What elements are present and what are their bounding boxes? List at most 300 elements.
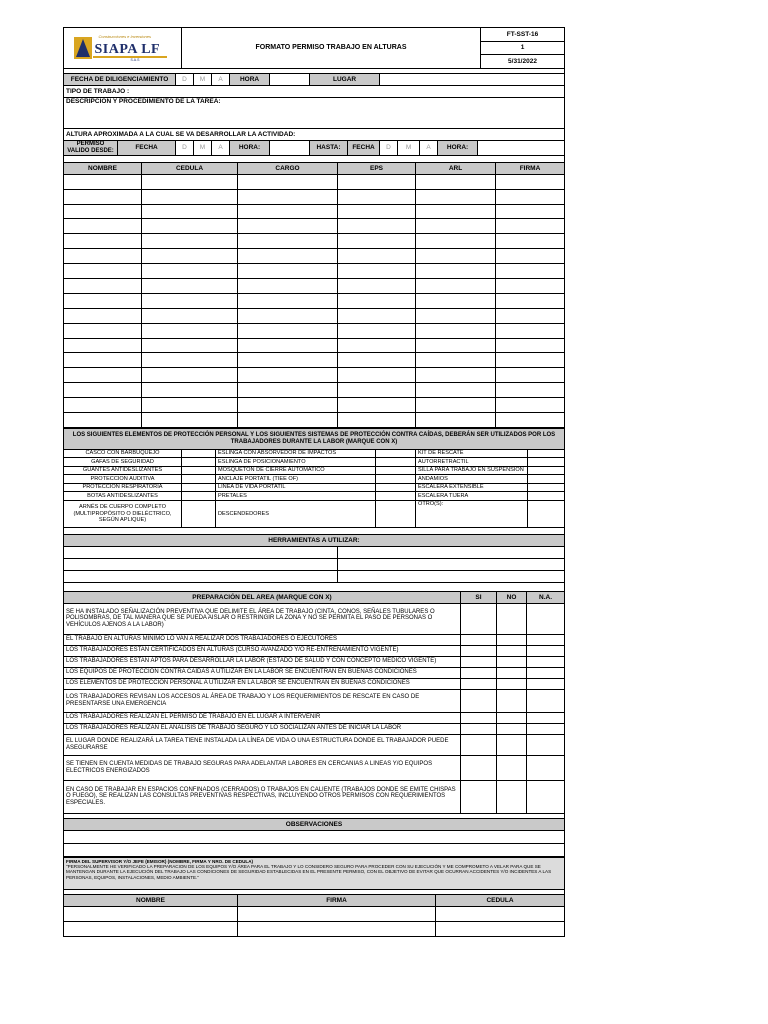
worker-cell[interactable] [338,293,416,308]
protection-item-checkbox[interactable] [182,458,216,467]
hasta-a-field[interactable]: A [420,141,438,156]
worker-cell[interactable] [142,189,238,204]
worker-cell[interactable] [496,338,565,353]
preparation-row [64,712,565,723]
preparation-na-checkbox[interactable] [527,712,565,723]
preparation-si-checkbox[interactable] [461,734,497,755]
protection-item-label: SILLA PARA TRABAJO EN SUSPENSION [416,466,528,475]
worker-cell[interactable] [496,398,565,413]
worker-cell[interactable] [238,383,338,398]
protection-item-label: ESLINGA CON ABSORVEDOR DE IMPACTOS [216,449,376,458]
worker-row [64,264,565,279]
protection-item-label: ANCLAJE PORTATIL (TIEE OF) [216,475,376,484]
hasta-hora-label: HORA: [438,141,478,156]
worker-cell[interactable] [142,174,238,189]
preparation-row [64,656,565,667]
worker-cell[interactable] [338,204,416,219]
protection-item-label: AUTORRETRACTIL [416,458,528,467]
preparation-si-checkbox[interactable] [461,645,497,656]
desde-d-field[interactable]: D [176,141,194,156]
protection-item-checkbox[interactable] [182,475,216,484]
worker-cell[interactable] [338,279,416,294]
worker-cell[interactable] [64,308,142,323]
preparation-no-checkbox[interactable] [497,755,527,780]
sup-cedula-field[interactable] [436,921,565,936]
worker-rows [64,174,565,427]
preparation-heading: PREPARACIÓN DEL AREA (MARQUE CON X) [64,591,461,603]
worker-cell[interactable] [238,249,338,264]
worker-row [64,398,565,413]
worker-cell[interactable] [142,279,238,294]
protection-item-checkbox[interactable] [528,449,565,458]
protection-table [63,428,565,528]
hasta-hora-field[interactable] [478,141,565,156]
preparation-no-checkbox[interactable] [497,603,527,634]
worker-row [64,353,565,368]
preparation-si-checkbox[interactable] [461,667,497,678]
hasta-d-field[interactable]: D [380,141,398,156]
worker-cell[interactable] [496,383,565,398]
sup-firma-field[interactable] [238,921,436,936]
preparation-si-checkbox[interactable] [461,780,497,813]
worker-cell[interactable] [238,279,338,294]
tool-field[interactable] [64,558,338,570]
desde-fecha-label: FECHA [118,141,176,156]
fecha-diligenciamiento-label: FECHA DE DILIGENCIAMIENTO [64,74,176,86]
preparation-na-checkbox[interactable] [527,634,565,645]
sup-col-firma: FIRMA [238,894,436,906]
preparation-no-checkbox[interactable] [497,678,527,689]
worker-cell[interactable] [338,249,416,264]
protection-item-checkbox[interactable] [528,492,565,501]
hora-field[interactable] [270,74,310,86]
worker-cell[interactable] [64,413,142,428]
preparation-no-checkbox[interactable] [497,734,527,755]
worker-cell[interactable] [416,279,496,294]
protection-row [64,458,565,467]
altura-field[interactable]: ALTURA APROXIMADA A LA CUAL SE VA DESARROLLAR LA ACTIVIDAD: [64,129,565,141]
observaciones-heading: OBSERVACIONES [64,818,565,830]
col-na: N.A. [527,591,565,603]
preparation-row [64,780,565,813]
preparation-si-checkbox[interactable] [461,656,497,667]
tipo-trabajo-field[interactable]: TIPO DE TRABAJO : [64,86,565,98]
worker-cell[interactable] [64,174,142,189]
protection-row [64,475,565,484]
info-table [63,73,565,156]
worker-cell[interactable] [142,204,238,219]
worker-cell[interactable] [142,383,238,398]
protection-item-label: GUANTES ANTIDESLIZANTES [64,466,182,475]
worker-cell[interactable] [416,293,496,308]
preparation-na-checkbox[interactable] [527,656,565,667]
worker-cell[interactable] [338,219,416,234]
form-header [63,27,565,69]
preparation-question: LOS TRABAJADORES ESTAN APTOS PARA DESARROLLAR LA LABOR (ESTADO DE SALUD Y CON CONCEPTO MEDICO VIGENTE) [64,656,461,667]
preparation-no-checkbox[interactable] [497,723,527,734]
col-firma: FIRMA [496,162,565,174]
worker-cell[interactable] [338,174,416,189]
preparation-question: LOS TRABAJADORES REVISAN LOS ACCESOS AL ÁREA DE TRABAJO Y LOS REQUERIMIENTOS DE RESCATE EN CASO DE PRESENTARSE UNA EMERGENCIA [64,689,461,712]
worker-cell[interactable] [496,413,565,428]
worker-cell[interactable] [64,368,142,383]
worker-cell[interactable] [338,383,416,398]
observaciones-field[interactable] [64,843,565,856]
worker-cell[interactable] [496,249,565,264]
sup-col-cedula: CEDULA [436,894,565,906]
protection-item-checkbox[interactable] [528,475,565,484]
protection-row [64,500,565,527]
worker-cell[interactable] [142,219,238,234]
worker-cell[interactable] [238,323,338,338]
worker-cell[interactable] [338,398,416,413]
permit-form [63,27,565,937]
tool-field[interactable] [338,546,565,558]
worker-cell[interactable] [64,353,142,368]
preparation-row [64,723,565,734]
logo-subtext: Construcciones e Inversiones [98,34,151,39]
worker-cell[interactable] [238,413,338,428]
preparation-na-checkbox[interactable] [527,723,565,734]
preparation-na-checkbox[interactable] [527,755,565,780]
preparation-si-checkbox[interactable] [461,755,497,780]
preparation-no-checkbox[interactable] [497,656,527,667]
protection-item-label: ARNÉS DE CUERPO COMPLETO (MULTIPROPÓSITO O DIELÉCTRICO, SEGÚN APLIQUE) [64,500,182,527]
protection-row [64,483,565,492]
protection-item-checkbox[interactable] [182,483,216,492]
worker-cell[interactable] [338,264,416,279]
worker-cell[interactable] [338,308,416,323]
worker-cell[interactable] [64,279,142,294]
worker-cell[interactable] [416,338,496,353]
supervisor-block [64,857,565,889]
worker-cell[interactable] [142,368,238,383]
col-si: SI [461,591,497,603]
protection-item-label: ESCALERA TIJERA [416,492,528,501]
protection-item-label: PRETALES [216,492,376,501]
preparation-na-checkbox[interactable] [527,603,565,634]
worker-cell[interactable] [238,368,338,383]
preparation-row [64,734,565,755]
preparation-no-checkbox[interactable] [497,634,527,645]
worker-cell[interactable] [64,323,142,338]
supervisor-statement: "PERSONALMENTE HE VERIFICADO LA PREPARACION DE LOS EQUIPOS Y/O ÁREA PARA EL TRABAJO Y LO CONSIDERO SEGURO PARA PROCEDER CON SU EJECUCIÓN Y ME COMPROMETO A VELAR PARA QUE SE MANTENGAN DURANTE LA EJECUCIÓN DEL TRABAJO LAS CONDICIONES DE SEGURIDAD ESTABLECIDAS EN EL PRESENTE PERMISO, CON EL OBJETIVO DE EVITAR QUE OCURRAN ACCIDENTES Y/O INCIDENTES A LAS PERSONAS, EQUIPOS, INSTALACIONES, MEDIO AMBIENTE." [66,864,552,880]
worker-cell[interactable] [238,174,338,189]
preparation-si-checkbox[interactable] [461,712,497,723]
observaciones-field[interactable] [64,830,565,843]
form-date: 5/31/2022 [481,55,565,69]
worker-cell[interactable] [496,308,565,323]
hasta-m-field[interactable]: M [398,141,420,156]
worker-cell[interactable] [64,234,142,249]
worker-row [64,189,565,204]
tool-field[interactable] [338,570,565,582]
worker-cell[interactable] [142,308,238,323]
protection-item-checkbox[interactable] [528,483,565,492]
preparation-si-checkbox[interactable] [461,689,497,712]
protection-item-label: OTRO(S): [416,500,528,527]
protection-item-checkbox[interactable] [376,475,416,484]
desde-m-field[interactable]: M [194,141,212,156]
worker-cell[interactable] [338,338,416,353]
preparation-na-checkbox[interactable] [527,645,565,656]
worker-cell[interactable] [496,293,565,308]
protection-item-label: ESLINGA DE POSICIONAMIENTO [216,458,376,467]
preparation-rows [64,603,565,813]
worker-cell[interactable] [64,383,142,398]
preparation-row [64,689,565,712]
protection-item-label: GAFAS DE SEGURIDAD [64,458,182,467]
tools-heading: HERRAMIENTAS A UTILIZAR: [64,534,565,546]
logo-cell [64,28,182,69]
preparation-question: LOS EQUIPOS DE PROTECCIÓN CONTRA CAÍDAS A UTILIZAR EN LA LABOR SE ENCUENTRAN EN BUENAS CONDICIONES [64,667,461,678]
worker-cell[interactable] [416,308,496,323]
tool-field[interactable] [64,570,338,582]
worker-cell[interactable] [416,368,496,383]
worker-row [64,279,565,294]
preparation-no-checkbox[interactable] [497,780,527,813]
worker-cell[interactable] [338,189,416,204]
worker-cell[interactable] [416,323,496,338]
worker-cell[interactable] [64,249,142,264]
worker-cell[interactable] [238,308,338,323]
protection-item-checkbox[interactable] [528,458,565,467]
protection-item-checkbox[interactable] [182,449,216,458]
worker-cell[interactable] [142,338,238,353]
protection-item-checkbox[interactable] [376,492,416,501]
protection-item-label: DESCENDEDORES [216,500,376,527]
worker-row [64,234,565,249]
worker-cell[interactable] [416,204,496,219]
sup-cedula-field[interactable] [436,906,565,921]
worker-cell[interactable] [142,413,238,428]
worker-row [64,174,565,189]
preparation-row [64,645,565,656]
protection-item-label: ANDAMIOS [416,475,528,484]
worker-cell[interactable] [416,174,496,189]
tools-table [63,534,565,583]
desde-a-field[interactable]: A [212,141,230,156]
preparation-question: SE HA INSTALADO SEÑALIZACIÓN PREVENTIVA QUE DELIMITE EL ÁREA DE TRABAJO (CINTA, CONOS, SEÑALES TUBULARES O POLISOMBRAS, DE TAL MANERA QUE SE PUEDA AISLAR O RESTRINGIR LA ZONA Y NO SE PERMITA EL PASO DE PERSONAS O VEHÍCULOS AJENOS A LA LABOR) [64,603,461,634]
protection-item-label: PROTECCION AUDITIVA [64,475,182,484]
preparation-row [64,634,565,645]
worker-cell[interactable] [416,189,496,204]
protection-item-label: MOSQUETON DE CIERRE AUTOMATICO [216,466,376,475]
protection-item-label: LINEA DE VIDA PORTATIL [216,483,376,492]
supervisor-label: FIRMA DEL SUPERVISOR Y/O JEFE (EMISOR) (NOMBRE, FIRMA Y NRO. DE CEDULA) [66,858,254,864]
workers-table [63,162,565,428]
protection-item-label: KIT DE RESCATE [416,449,528,458]
worker-cell[interactable] [64,219,142,234]
protection-item-checkbox[interactable] [528,500,565,527]
protection-item-checkbox[interactable] [528,466,565,475]
worker-cell[interactable] [64,264,142,279]
worker-cell[interactable] [238,293,338,308]
protection-item-checkbox[interactable] [376,483,416,492]
preparation-row [64,667,565,678]
worker-cell[interactable] [496,189,565,204]
worker-cell[interactable] [416,383,496,398]
preparation-question: SE TIENEN EN CUENTA MEDIDAS DE TRABAJO SEGURAS PARA ADELANTAR LABORES EN CERCANIAS A LINEAS Y/O EQUIPOS ELECTRICOS ENERGIZADOS [64,755,461,780]
worker-cell[interactable] [496,264,565,279]
preparation-na-checkbox[interactable] [527,780,565,813]
worker-cell[interactable] [338,368,416,383]
protection-item-label: BOTAS ANTIDESLIZANTES [64,492,182,501]
worker-cell[interactable] [64,293,142,308]
protection-item-label: PROTECCION RESPIRATORIA [64,483,182,492]
preparation-question: LOS ELEMENTOS DE PROTECCIÓN PERSONAL A UTILIZAR EN LA LABOR SE ENCUENTRAN EN BUENAS CONDICIONES [64,678,461,689]
logo-text: SIAPA LF [94,42,161,57]
sup-nombre-field[interactable] [64,921,238,936]
worker-row [64,308,565,323]
worker-cell[interactable] [142,398,238,413]
protection-row [64,449,565,458]
preparation-question: EL LUGAR DONDE REALIZARÁ LA TAREA TIENE INSTALADA LA LÍNEA DE VIDA O UNA ESTRUCTURA DONDE EL TRABAJADOR PUEDE ASEGURARSE [64,734,461,755]
worker-cell[interactable] [416,398,496,413]
fecha-d-field[interactable]: D [176,74,194,86]
worker-cell[interactable] [238,234,338,249]
worker-cell[interactable] [238,189,338,204]
preparation-no-checkbox[interactable] [497,712,527,723]
protection-item-checkbox[interactable] [376,449,416,458]
form-version: 1 [481,41,565,55]
permiso-valido-label: PERMISO VALIDO DESDE: [64,141,118,156]
worker-cell[interactable] [238,204,338,219]
observaciones-table [63,818,565,857]
desde-hora-field[interactable] [270,141,310,156]
sup-firma-field[interactable] [238,906,436,921]
worker-cell[interactable] [416,249,496,264]
tool-field[interactable] [64,546,338,558]
protection-rows [64,449,565,527]
col-no: NO [497,591,527,603]
worker-cell[interactable] [496,353,565,368]
fecha-m-field[interactable]: M [194,74,212,86]
tool-field[interactable] [338,558,565,570]
sup-nombre-field[interactable] [64,906,238,921]
worker-cell[interactable] [496,219,565,234]
descripcion-field[interactable]: DESCRIPCIÓN Y PROCEDIMIENTO DE LA TAREA: [64,98,565,129]
lugar-field[interactable] [380,74,565,86]
hasta-label: HASTA: [310,141,348,156]
protection-item-checkbox[interactable] [376,500,416,527]
worker-cell[interactable] [142,249,238,264]
preparation-question: LOS TRABAJADORES ESTAN CERTIFICADOS EN ALTURAS (CURSO AVANZADO Y/O RE-ENTRENAMIENTO VIGENTE) [64,645,461,656]
worker-cell[interactable] [238,398,338,413]
col-arl: ARL [416,162,496,174]
preparation-row [64,755,565,780]
preparation-question: LOS TRABAJADORES REALIZAN EL ANALISIS DE TRABAJO SEGURO Y LO SOCIALIZAN ANTES DE INICIAR LA LABOR [64,723,461,734]
col-eps: EPS [338,162,416,174]
worker-cell[interactable] [416,353,496,368]
protection-item-checkbox[interactable] [182,466,216,475]
preparation-row [64,603,565,634]
worker-cell[interactable] [142,234,238,249]
worker-cell[interactable] [142,323,238,338]
worker-row [64,368,565,383]
form-title: FORMATO PERMISO TRABAJO EN ALTURAS [182,28,481,69]
worker-cell[interactable] [142,353,238,368]
col-cedula: CEDULA [142,162,238,174]
preparation-question: EN CASO DE TRABAJAR EN ESPACIOS CONFINADOS (CERRADOS) O TRABAJOS EN CALIENTE (TRABAJOS DONDE SE EMITE CHISPAS O FUEGO), SE REALIZAN LAS CONSULTAS PREVENTIVAS RESPECTIVAS, INCLUYENDO OTROS PERMISOS CON REQUERIMIENTOS ESPECIALES. [64,780,461,813]
worker-cell[interactable] [338,234,416,249]
worker-cell[interactable] [64,189,142,204]
worker-cell[interactable] [496,323,565,338]
preparation-no-checkbox[interactable] [497,667,527,678]
protection-row [64,492,565,501]
worker-cell[interactable] [496,279,565,294]
desde-hora-label: HORA: [230,141,270,156]
preparation-na-checkbox[interactable] [527,689,565,712]
worker-cell[interactable] [416,413,496,428]
worker-cell[interactable] [416,264,496,279]
worker-row [64,338,565,353]
company-logo [66,30,179,66]
protection-item-checkbox[interactable] [182,492,216,501]
worker-cell[interactable] [142,264,238,279]
worker-cell[interactable] [64,338,142,353]
protection-item-checkbox[interactable] [376,458,416,467]
worker-cell[interactable] [64,398,142,413]
worker-cell[interactable] [496,234,565,249]
protection-item-label: ESCALERA EXTENSIBLE [416,483,528,492]
preparation-na-checkbox[interactable] [527,667,565,678]
worker-row [64,249,565,264]
sup-col-nombre: NOMBRE [64,894,238,906]
worker-cell[interactable] [496,368,565,383]
supervisor-table [63,857,565,937]
worker-row [64,383,565,398]
preparation-no-checkbox[interactable] [497,645,527,656]
preparation-si-checkbox[interactable] [461,723,497,734]
worker-row [64,219,565,234]
protection-heading: LOS SIGUIENTES ELEMENTOS DE PROTECCIÓN PERSONAL Y LOS SIGUIENTES SISTEMAS DE PROTECCIÓN CONTRA CAÍDAS, DEBERÁN SER UTILIZADOS POR LOS TRABAJADORES DURANTE LA LABOR (MARQUE CON X) [64,428,565,449]
hasta-fecha-label: FECHA [348,141,380,156]
worker-row [64,413,565,428]
col-nombre: NOMBRE [64,162,142,174]
worker-cell[interactable] [338,323,416,338]
worker-cell[interactable] [338,353,416,368]
col-cargo: CARGO [238,162,338,174]
worker-cell[interactable] [416,219,496,234]
preparation-si-checkbox[interactable] [461,634,497,645]
preparation-na-checkbox[interactable] [527,734,565,755]
worker-cell[interactable] [142,293,238,308]
preparation-question: EL TRABAJO EN ALTURAS MINIMO LO VAN A REALIZAR DOS TRABAJADORES O EJECUTORES [64,634,461,645]
preparation-si-checkbox[interactable] [461,678,497,689]
worker-cell[interactable] [416,234,496,249]
worker-cell[interactable] [238,338,338,353]
worker-cell[interactable] [238,219,338,234]
preparation-si-checkbox[interactable] [461,603,497,634]
worker-cell[interactable] [64,204,142,219]
worker-cell[interactable] [238,353,338,368]
worker-cell[interactable] [496,204,565,219]
protection-item-checkbox[interactable] [182,500,216,527]
preparation-row [64,678,565,689]
worker-row [64,293,565,308]
preparation-na-checkbox[interactable] [527,678,565,689]
worker-cell[interactable] [338,413,416,428]
preparation-question: LOS TRABAJADORES REALIZAN EL PERMISO DE TRABAJO EN EL LUGAR A INTERVENIR [64,712,461,723]
worker-cell[interactable] [496,174,565,189]
preparation-no-checkbox[interactable] [497,689,527,712]
worker-cell[interactable] [238,264,338,279]
fecha-a-field[interactable]: A [212,74,230,86]
logo-suffix: S.A.S [130,58,140,62]
worker-row [64,323,565,338]
protection-item-checkbox[interactable] [376,466,416,475]
